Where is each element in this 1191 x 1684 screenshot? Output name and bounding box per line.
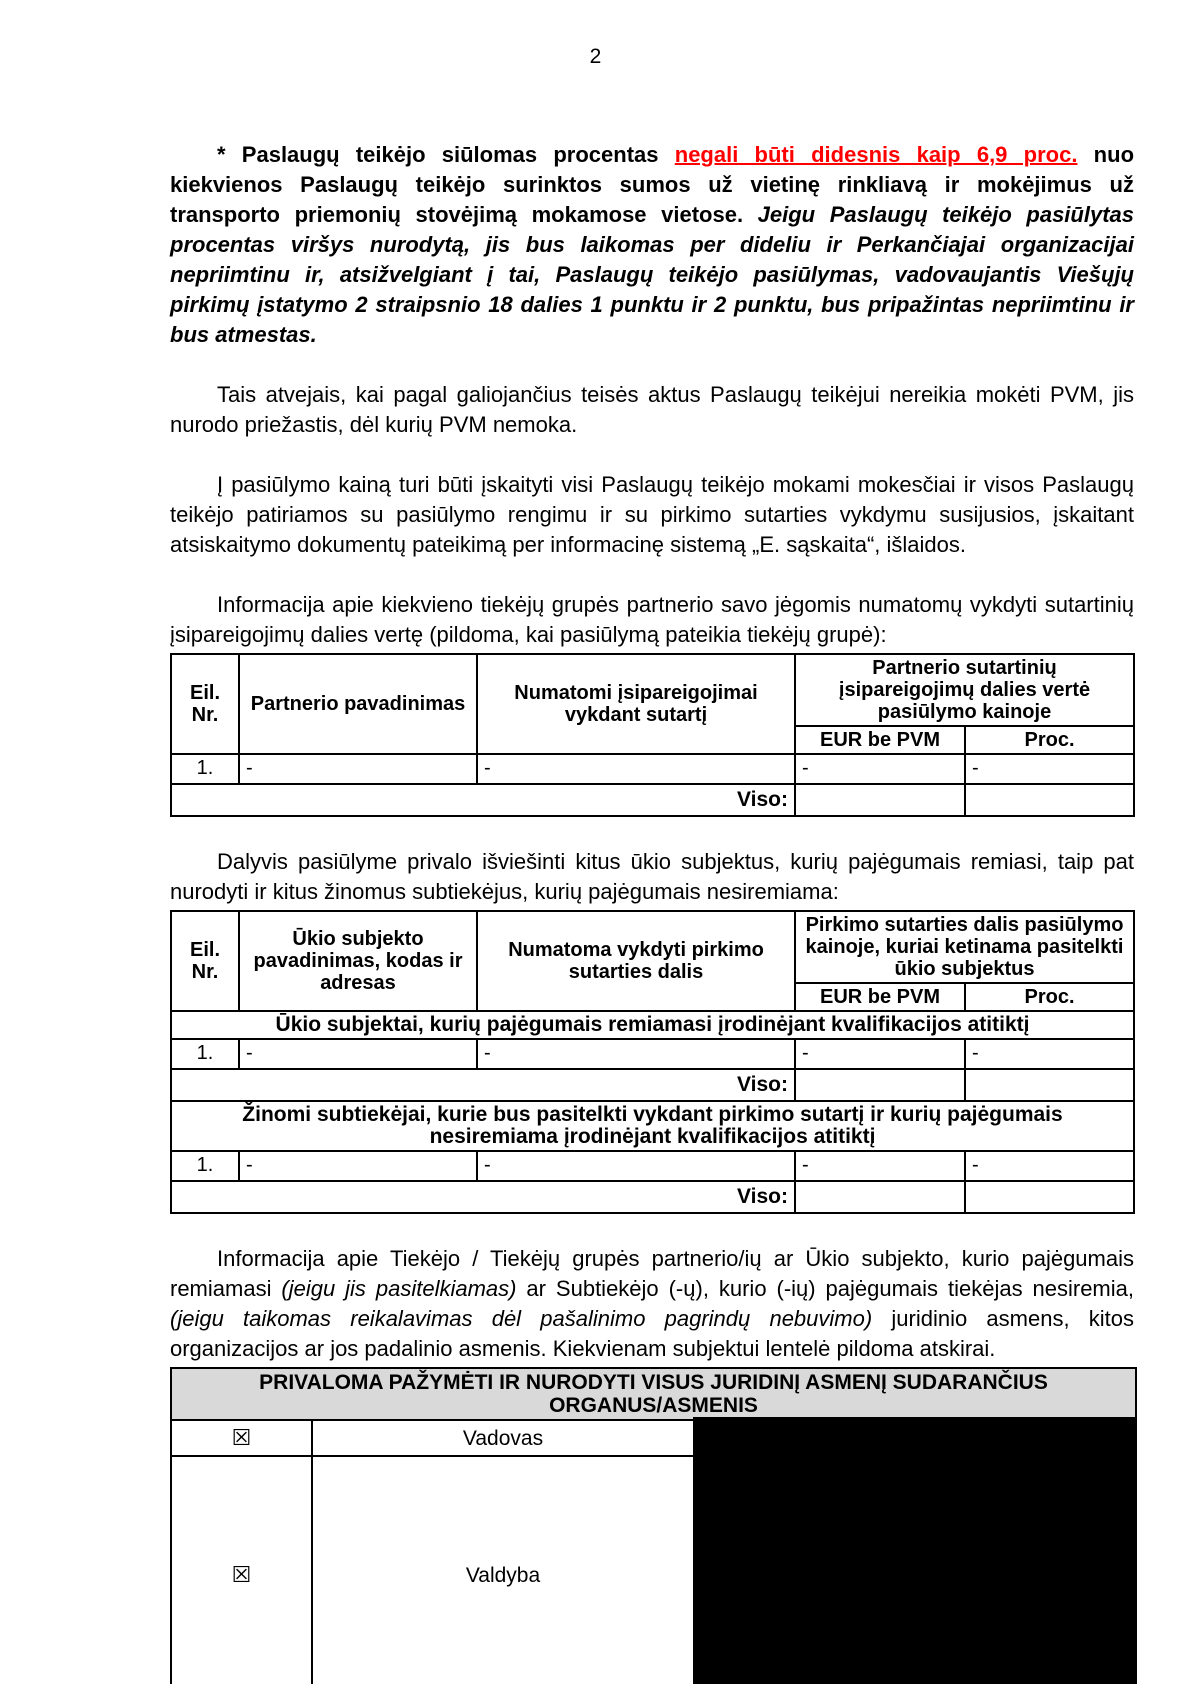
paragraph-6-part2: ar Subtiekėjo (-ų), kurio (-ių) pajėgumais tiekėjas nesiremia,	[516, 1276, 1134, 1301]
organ-label-vadovas: Vadovas	[312, 1420, 694, 1456]
cell-proc: -	[965, 1151, 1134, 1181]
subcontractors-table	[170, 910, 1135, 1214]
paragraph-partner-info: Informacija apie kiekvieno tiekėjų grupės partnerio savo jėgomis numatomų vykdyti sutartinių įsipareigojimų dalies vertę (pildoma, kai pasiūlymą pateikia tiekėjų grupė):	[170, 592, 1134, 647]
paragraph-legal-person-info	[170, 1244, 1134, 1364]
total-label: Viso:	[171, 784, 795, 816]
total-proc-cell	[965, 784, 1134, 816]
paragraph-6-italic1: (jeigu jis pasitelkiamas)	[281, 1276, 517, 1301]
col-header-subject: Ūkio subjekto pavadinimas, kodas ir adresas	[239, 911, 477, 1011]
organs-table-wrapper	[170, 1367, 1135, 1684]
organ-label-valdyba: Valdyba	[312, 1456, 694, 1684]
total-proc-cell	[965, 1069, 1134, 1101]
table-row	[171, 654, 1134, 726]
total-eur-cell	[795, 784, 965, 816]
col-header-eur: EUR be PVM	[795, 726, 965, 754]
cell-subject: -	[239, 1039, 477, 1069]
total-eur-cell	[795, 1181, 965, 1213]
checked-checkbox-icon: ☒	[171, 1456, 312, 1684]
table-section-row	[171, 1011, 1134, 1039]
table-row	[171, 1039, 1134, 1069]
table-total-row	[171, 1069, 1134, 1101]
paragraph-price-note: Į pasiūlymo kainą turi būti įskaityti visi Paslaugų teikėjo mokami mokesčiai ir visos Paslaugų teikėjo patiriamos su pasiūlymo rengimu ir su pirkimo sutarties vykdymu susijusios, įskaitant atsiskaitymo dokumentų pateikimą per informacinę sistemą „E. sąskaita“, išlaidos.	[170, 472, 1134, 557]
partner-obligations-table	[170, 653, 1135, 817]
table-section-row	[171, 1101, 1134, 1151]
paragraph-6-part1: Informacija apie Tiekėjo / Tiekėjų grupės partnerio/ių ar Ūkio subjekto, kurio pajėgumais remiamasi	[170, 1246, 1134, 1301]
cell-nr: 1.	[171, 754, 239, 784]
total-eur-cell	[795, 1069, 965, 1101]
col-header-obligations: Numatomi įsipareigojimai vykdant sutartį	[477, 654, 795, 754]
cell-partner: -	[239, 754, 477, 784]
checked-checkbox-icon: ☒	[171, 1420, 312, 1456]
cell-nr: 1.	[171, 1039, 239, 1069]
col-header-value-group: Partnerio sutartinių įsipareigojimų dalies vertė pasiūlymo kainoje	[795, 654, 1134, 726]
table-row	[171, 754, 1134, 784]
section-header-relied: Ūkio subjektai, kurių pajėgumais remiamasi įrodinėjant kvalifikacijos atitiktį	[171, 1011, 1134, 1039]
table-total-row	[171, 1181, 1134, 1213]
paragraph-1-italic: Jeigu Paslaugų teikėjo pasiūlytas procentas viršys nurodytą, jis bus laikomas per dideliu ir Perkančiajai organizacijai nepriimtinu ir, atsižvelgiant į tai, Paslaugų teikėjo pasiūlymas, vadovaujantis Viešųjų pirkimų įstatymo 2 straipsnio 18 dalies 1 punktu ir 2 punktu, bus pripažintas nepriimtinu ir bus atmestas.	[170, 202, 1134, 347]
col-header-part: Numatoma vykdyti pirkimo sutarties dalis	[477, 911, 795, 1011]
paragraph-subcontractors-note: Dalyvis pasiūlyme privalo išviešinti kitus ūkio subjektus, kurių pajėgumais remiasi, taip pat nurodyti ir kitus žinomus subtiekėjus, kurių pajėgumais nesiremiama:	[170, 849, 1134, 904]
col-header-value-group: Pirkimo sutarties dalis pasiūlymo kainoje, kuriai ketinama pasitelkti ūkio subjektus	[795, 911, 1134, 983]
page-number: 2	[589, 45, 602, 68]
organs-table-title: PRIVALOMA PAŽYMĖTI IR NURODYTI VISUS JURIDINĮ ASMENĮ SUDARANČIUS ORGANUS/ASMENIS	[171, 1368, 1136, 1420]
paragraph-1-red-highlight: negali būti didesnis kaip 6,9 proc.	[674, 142, 1078, 167]
redaction-black-box	[693, 1417, 1137, 1684]
cell-part: -	[477, 1151, 795, 1181]
cell-obligations: -	[477, 754, 795, 784]
paragraph-pvm-note: Tais atvejais, kai pagal galiojančius teisės aktus Paslaugų teikėjui nereikia mokėti PVM, jis nurodo priežastis, dėl kurių PVM nemoka.	[170, 382, 1134, 437]
section-header-known-subcontractors: Žinomi subtiekėjai, kurie bus pasitelkti vykdant pirkimo sutartį ir kurių pajėgumais nesiremiama įrodinėjant kvalifikacijos atitiktį	[171, 1101, 1134, 1151]
total-label: Viso:	[171, 1069, 795, 1101]
paragraph-1-lead: * Paslaugų teikėjo siūlomas procentas	[217, 142, 675, 167]
cell-eur: -	[795, 1151, 965, 1181]
col-header-partner: Partnerio pavadinimas	[239, 654, 477, 754]
cell-proc: -	[965, 1039, 1134, 1069]
cell-eur: -	[795, 754, 965, 784]
col-header-proc: Proc.	[965, 983, 1134, 1011]
cell-part: -	[477, 1039, 795, 1069]
total-label: Viso:	[171, 1181, 795, 1213]
table-header-row	[171, 1368, 1136, 1420]
table-total-row	[171, 784, 1134, 816]
paragraph-percentage-note	[170, 140, 1134, 350]
cell-subject: -	[239, 1151, 477, 1181]
cell-eur: -	[795, 1039, 965, 1069]
paragraph-6-italic2: (jeigu taikomas reikalavimas dėl pašalinimo pagrindų nebuvimo)	[170, 1306, 873, 1331]
cell-nr: 1.	[171, 1151, 239, 1181]
paragraph-6-part3: juridinio asmens, kitos organizacijos ar jos padalinio asmenis. Kiekvienam subjektui lentelė pildoma atskirai.	[170, 1306, 1134, 1361]
col-header-nr: Eil. Nr.	[171, 911, 239, 1011]
col-header-proc: Proc.	[965, 726, 1134, 754]
table-row	[171, 1151, 1134, 1181]
paragraph-1-rest: nuo kiekvienos Paslaugų teikėjo surinktos sumos už vietinę rinkliavą ir mokėjimus už transporto priemonių stovėjimą mokamose vietose.	[170, 142, 1135, 227]
col-header-eur: EUR be PVM	[795, 983, 965, 1011]
table-row	[171, 911, 1134, 983]
total-proc-cell	[965, 1181, 1134, 1213]
col-header-nr: Eil. Nr.	[171, 654, 239, 754]
cell-proc: -	[965, 754, 1134, 784]
